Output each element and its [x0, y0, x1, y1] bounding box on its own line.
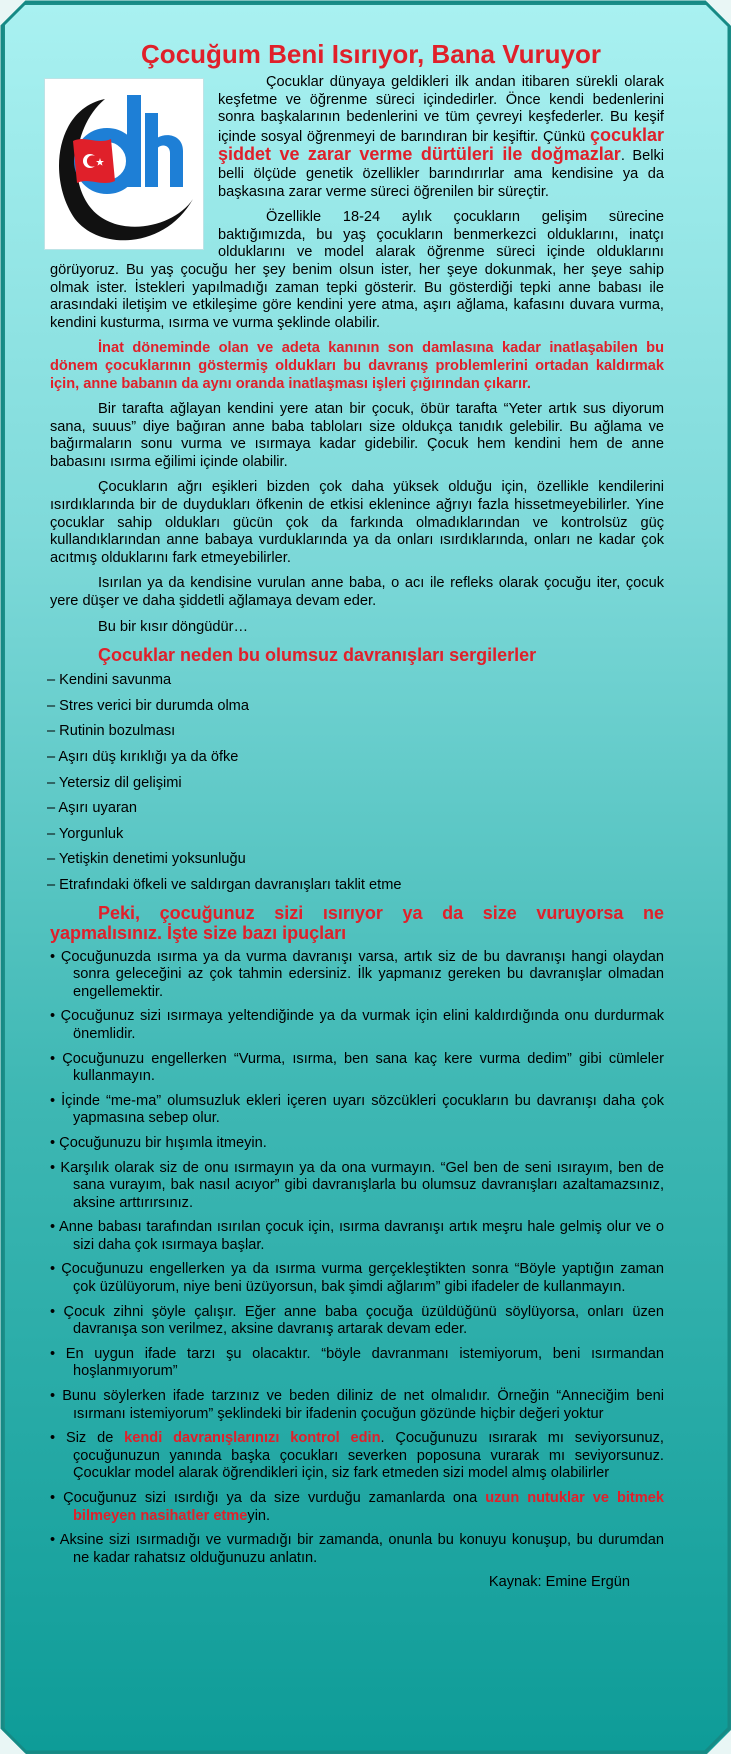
list-item: – Yetişkin denetimi yoksunluğu	[47, 851, 246, 868]
reasons-list	[47, 672, 664, 894]
list-item: • İçinde “me-ma” olumsuzluk ekleri içeren uyarı sözcükleri çocukların bu davranışı daha çok yapmasına sebep olur.	[50, 1092, 664, 1127]
intro-paragraph-7: Bu bir kısır döngüdür…	[98, 618, 249, 635]
dh-logo-icon	[44, 78, 204, 250]
list-item: – Yorgunluk	[47, 825, 124, 842]
list-item: • Çocuğunuzda ısırma ya da vurma davranışı varsa, artık siz de bu davranışı hangi olaydan sonra geleceğini az çok tahmin edersiniz. İlk yapmanız gereken bu davranışlar olmadan engellemektir.	[50, 948, 664, 1000]
list-item: • Çocuk zihni şöyle çalışır. Eğer anne baba çocuğa üzüldüğünü söylüyorsa, onları üzen davranışa son verilmez, aksine davranış artarak devam eder.	[50, 1303, 664, 1338]
list-item: – Kendini savunma	[47, 672, 172, 689]
list-item: • Çocuğunuz sizi ısırmaya yeltendiğinde ya da vurmak için elini kaldırdığında onu durdurmak önemlidir.	[50, 1008, 664, 1042]
list-item: – Yetersiz dil gelişimi	[47, 774, 182, 791]
list-item: • Çocuğunuzu engellerken ya da ısırma vurma gerçekleştikten sonra “Böyle yaptığın zaman çok üzülüyorum, niye beni üzüyorsun, bak şimdi ağlarım” gibi ifadeler de kullanmayın.	[50, 1261, 664, 1296]
list-item: • Siz de kendi davranışlarınızı kontrol edin. Çocuğunuzu ısırarak mı seviyorsunuz, çocuğunuzun yanında başka çocukları severken poposuna vurarak mı seviyorsunuz. Çocuklar model alarak öğrendikleri için, siz fark etmeden sizi model almış olabilirler	[50, 1430, 664, 1482]
intro-paragraph-3: İnat döneminde olan ve adeta kanının son damlasına kadar inatlaşabilen bu dönem çocuklarının göstermiş oldukları bu davranış problemlerini ortadan kaldırmak için, anne babanın da aynı oranda inatlaşması işleri çığırından çıkarır.	[50, 340, 664, 392]
article	[47, 38, 664, 1592]
list-item: – Aşırı düş kırıklığı ya da öfke	[47, 749, 239, 765]
source-credit: Kaynak: Emine Ergün	[488, 1574, 630, 1591]
list-item: • Karşılık olarak siz de onu ısırmayın ya da ona vurmayın. “Gel ben de seni ısırayım, ben de sana vurayım, bak nasıl acıyor” gibi davranışlarla bu olumsuz davranışları azaltamazsınız, aksine arttırırsınız.	[50, 1159, 664, 1211]
list-item: • Bunu söylerken ifade tarzınız ve beden diliniz de net olmalıdır. Örneğin “Anneciğim beni ısırmanı istemiyorum” şeklindeki bir ifadenin çocuğun gözünde hiçbir değeri yoktur	[50, 1388, 664, 1422]
reasons-heading: Çocuklar neden bu olumsuz davranışları sergilerler	[98, 645, 537, 666]
list-item: – Aşırı uyaran	[47, 800, 138, 817]
list-item: – Rutinin bozulması	[47, 723, 176, 740]
list-item: • Aksine sizi ısırmadığı ve vurmadığı bir zamanda, onunla bu konuyu konuşup, bu durumdan ne kadar rahatsız olduğunuzu anlatın.	[50, 1532, 664, 1566]
intro-paragraph-4: Bir tarafta ağlayan kendini yere atan bir çocuk, öbür tarafta “Yeter artık sus diyorum sana, suuus” diye bağıran anne baba tabloları size oldukça tanıdık gelebilir. Bu ağlama ve bağırmaların sonu vurma ve ısırmaya kadar gidebilir. Çocuk hem kendini hem de anne babasını ısırma eğilimi içinde olabilir.	[50, 401, 664, 470]
tips-heading: Peki, çocuğunuz sizi ısırıyor ya da size vuruyorsa ne yapmalısınız. İşte size bazı ipuçları	[50, 902, 664, 943]
list-item: • Anne babası tarafından ısırılan çocuk için, ısırma davranışı artık meşru hale gelmiş olur ve o sizi daha çok ısırmaya başlar.	[50, 1219, 664, 1253]
tips-list	[50, 949, 664, 1568]
intro-paragraph-2: Özellikle 18-24 aylık çocukların gelişim sürecine baktığımızda, bu yaş çocukların benmerkezci olduklarını, inatçı olduklarını ve model alarak öğrenme süreci içinde olduklarını görüyoruz. Bu yaş çocuğu her şey benim olsun ister, her şeye dokunmak, her şeye sahip olmak ister. İstekleri yapılmadığı zaman tepki gösterir. Bu gösterdiği tepki anne babası ile arasındaki iletişim ve etkileşime göre kendini yere atma, aşırı ağlama, kafasını duvara vurma, kendini kusturma, ısırma ve vurma şeklinde olabilir.	[50, 209, 664, 331]
list-item: – Stres verici bir durumda olma	[47, 697, 249, 714]
list-item: • Çocuğunuzu bir hışımla itmeyin.	[50, 1134, 267, 1151]
intro-paragraph-1: Çocuklar dünyaya geldikleri ilk andan itibaren sürekli olarak keşfetme ve öğrenme süreci içindedirler. Önce kendi bedenlerini sonra başkalarının bedenlerini ve tüm çevreyi keşfederler. Bu keşif içinde sosyal öğrenmeyi de barındıran bir keşiftir. Çünkü çocuklar şiddet ve zarar verme dürtüleri ile doğmazlar. Belki belli ölçüde genetik özellikler barındırırlar ama kendisine ya da başkasına zarar verme süreci öğrenilen bir süreçtir.	[218, 74, 664, 200]
list-item: • Çocuğunuzu engellerken “Vurma, ısırma, ben sana kaç kere vurma dedim” gibi cümleler kullanmayın.	[50, 1050, 664, 1085]
list-item: • Çocuğunuz sizi ısırdığı ya da size vurduğu zamanlarda ona uzun nutuklar ve bitmek bilmeyen nasihatler etmeyin.	[50, 1490, 664, 1524]
intro-paragraph-6: Isırılan ya da kendisine vurulan anne baba, o acı ile refleks olarak çocuğu iter, çocuk yere düşer ve daha şiddetli ağlamaya devam eder.	[50, 575, 664, 610]
article-title: Çocuğum Beni Isırıyor, Bana Vuruyor	[141, 39, 601, 69]
list-item: • En uygun ifade tarzı şu olacaktır. “böyle davranmanı istemiyorum, beni ısırmandan hoşlanmıyorum”	[50, 1345, 664, 1380]
intro-paragraph-5: Çocukların ağrı eşikleri bizden çok daha yüksek olduğu için, özellikle kendilerini ısırdıklarında bir de duydukları öfkenin de etkisi eklenince ağrıyı fazla hissetmeyebilirler. Yine çocuklar sahip oldukları gücün çok da farkında olmadıklarından ve kontrolsüz güç kullandıklarından anne babaya vurduklarında ya da onları ısırdıklarında, onları ne kadar çok acıtmış olduklarını fark etmeyebilirler.	[50, 479, 664, 566]
list-item: – Etrafındaki öfkeli ve saldırgan davranışları taklit etme	[47, 876, 402, 893]
